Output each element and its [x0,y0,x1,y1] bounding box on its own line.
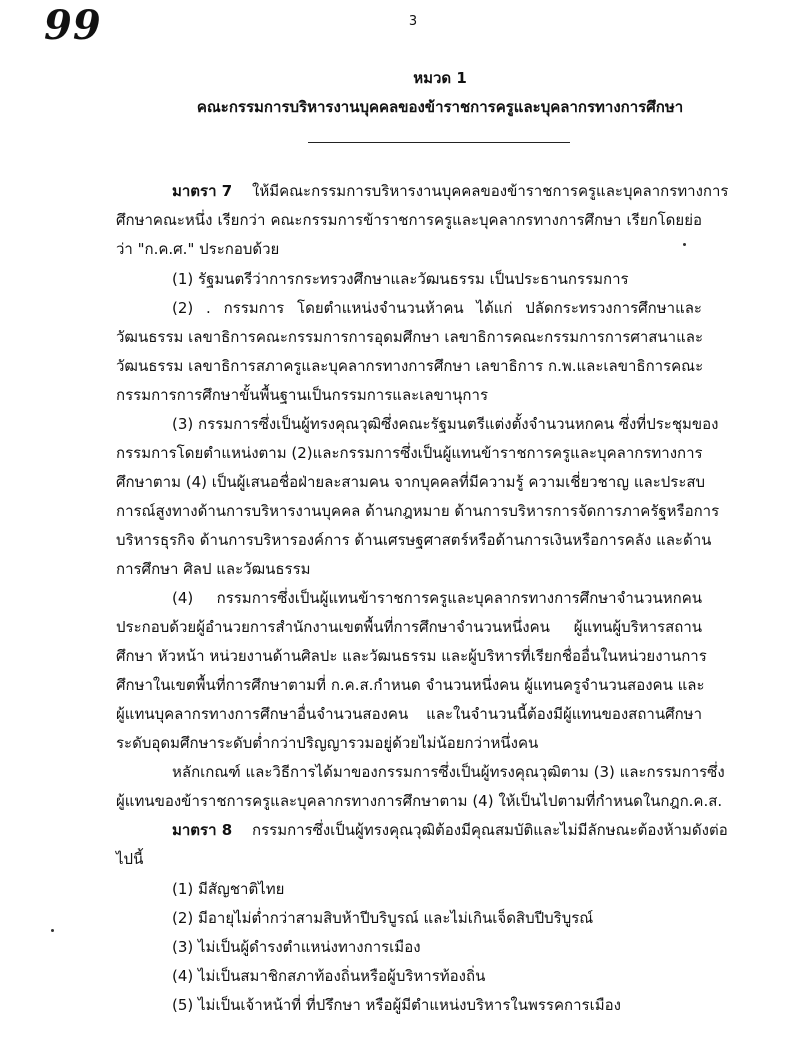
item-4-line-4: ศึกษาในเขตพื้นที่การศึกษาตามที่ ก.ค.ส.กำหนด จำนวนหนึ่งคน ผู้แทนครูจำนวนสองคน และ [116,676,705,694]
item-1: (1) รัฐมนตรีว่าการกระทรวงศึกษาและวัฒนธรรม เป็นประธานกรรมการ [172,270,629,288]
item-3-line-1: (3) กรรมการซึ่งเป็นผู้ทรงคุณวุฒิซึ่งคณะรัฐมนตรีแต่งตั้งจำนวนหกคน ซึ่งที่ประชุมของ [172,415,719,433]
criteria-paragraph-line-2: ผู้แทนของข้าราชการครูและบุคลากรทางการศึกษาตาม (4) ให้เป็นไปตามที่กำหนดในกฎก.ค.ส. [116,792,723,810]
qualification-3: (3) ไม่เป็นผู้ดำรงตำแหน่งทางการเมือง [172,938,421,956]
item-4-line-3: ศึกษา หัวหน้า หน่วยงานด้านศิลปะ และวัฒนธรรม และผู้บริหารที่เรียกชื่ออื่นในหน่วยงานการ [116,647,707,665]
section-8-text-line-2: ไปนี้ [116,850,144,868]
section-7-text-line-3: ว่า "ก.ค.ศ." ประกอบด้วย [116,240,280,258]
title-underline [308,142,570,143]
item-2-line-2: วัฒนธรรม เลขาธิการคณะกรรมการการอุดมศึกษา เลขาธิการคณะกรรมการการศาสนาและ [116,328,704,346]
item-2-line-3: วัฒนธรรม เลขาธิการสภาครูและบุคลากรทางการศึกษา เลขาธิการ ก.พ.และเลขาธิการคณะ [116,357,704,375]
item-4-line-2: ประกอบด้วยผู้อำนวยการสำนักงานเขตพื้นที่การศึกษาจำนวนหนึ่งคน ผู้แทนผู้บริหารสถาน [116,618,702,636]
section-7-text-line-2: ศึกษาคณะหนึ่ง เรียกว่า คณะกรรมการข้าราชการครูและบุคลากรทางการศึกษา เรียกโดยย่อ [116,211,702,229]
qualification-1: (1) มีสัญชาติไทย [172,880,285,898]
section-7-label: มาตรา 7 [172,182,233,200]
item-3-line-2: กรรมการโดยตำแหน่งตาม (2)และกรรมการซึ่งเป็นผู้แทนข้าราชการครูและบุคลากรทางการ [116,444,703,462]
section-8-text-line-1: กรรมการซึ่งเป็นผู้ทรงคุณวุฒิต้องมีคุณสมบัติและไม่มีลักษณะต้องห้ามดังต่อ [252,821,728,839]
scan-speck [51,929,54,932]
item-4-line-1: (4) กรรมการซึ่งเป็นผู้แทนข้าราชการครูและบุคลากรทางการศึกษาจำนวนหกคน [172,589,702,607]
item-3-line-3: ศึกษาตาม (4) เป็นผู้เสนอชื่อฝ่ายละสามคน จากบุคคลที่มีความรู้ ความเชี่ยวชาญ และประสบ [116,473,706,491]
handwritten-page-mark: 99 [44,2,102,49]
qualification-5: (5) ไม่เป็นเจ้าหน้าที่ ที่ปรึกษา หรือผู้มีตำแหน่งบริหารในพรรคการเมือง [172,996,621,1014]
item-3-line-5: บริหารธุรกิจ ด้านการบริหารองค์การ ด้านเศรษฐศาสตร์หรือด้านการเงินหรือการคลัง และด้าน [116,531,712,549]
item-3-line-4: การณ์สูงทางด้านการบริหารงานบุคคล ด้านกฎหมาย ด้านการบริหารการจัดการภาครัฐหรือการ [116,502,720,520]
chapter-heading: หมวด 1 [413,69,467,87]
page-number: 3 [408,14,418,29]
qualification-2: (2) มีอายุไม่ต่ำกว่าสามสิบห้าปีบริบูรณ์ และไม่เกินเจ็ดสิบปีบริบูรณ์ [172,909,594,927]
item-3-line-6: การศึกษา ศิลป และวัฒนธรรม [116,560,311,578]
qualification-4: (4) ไม่เป็นสมาชิกสภาท้องถิ่นหรือผู้บริหารท้องถิ่น [172,967,486,985]
item-4-line-5: ผู้แทนบุคลากรทางการศึกษาอื่นจำนวนสองคน และในจำนวนนี้ต้องมีผู้แทนของสถานศึกษา [116,705,702,723]
item-4-line-6: ระดับอุดมศึกษาระดับต่ำกว่าปริญญารวมอยู่ด้วยไม่น้อยกว่าหนึ่งคน [116,734,539,752]
section-7-text-line-1: ให้มีคณะกรรมการบริหารงานบุคคลของข้าราชการครูและบุคลากรทางการ [252,182,729,200]
scan-speck [683,243,686,246]
item-2-line-1: (2) . กรรมการ โดยตำแหน่งจำนวนห้าคน ได้แก่ ปลัดกระทรวงการศึกษาและ [172,299,702,317]
section-8-label: มาตรา 8 [172,821,233,839]
criteria-paragraph-line-1: หลักเกณฑ์ และวิธีการได้มาของกรรมการซึ่งเป็นผู้ทรงคุณวุฒิตาม (3) และกรรมการซึ่ง [172,763,725,781]
item-2-line-4: กรรมการการศึกษาขั้นพื้นฐานเป็นกรรมการและเลขานุการ [116,386,488,404]
chapter-title: คณะกรรมการบริหารงานบุคคลของข้าราชการครูและบุคลากรทางการศึกษา [196,98,684,116]
